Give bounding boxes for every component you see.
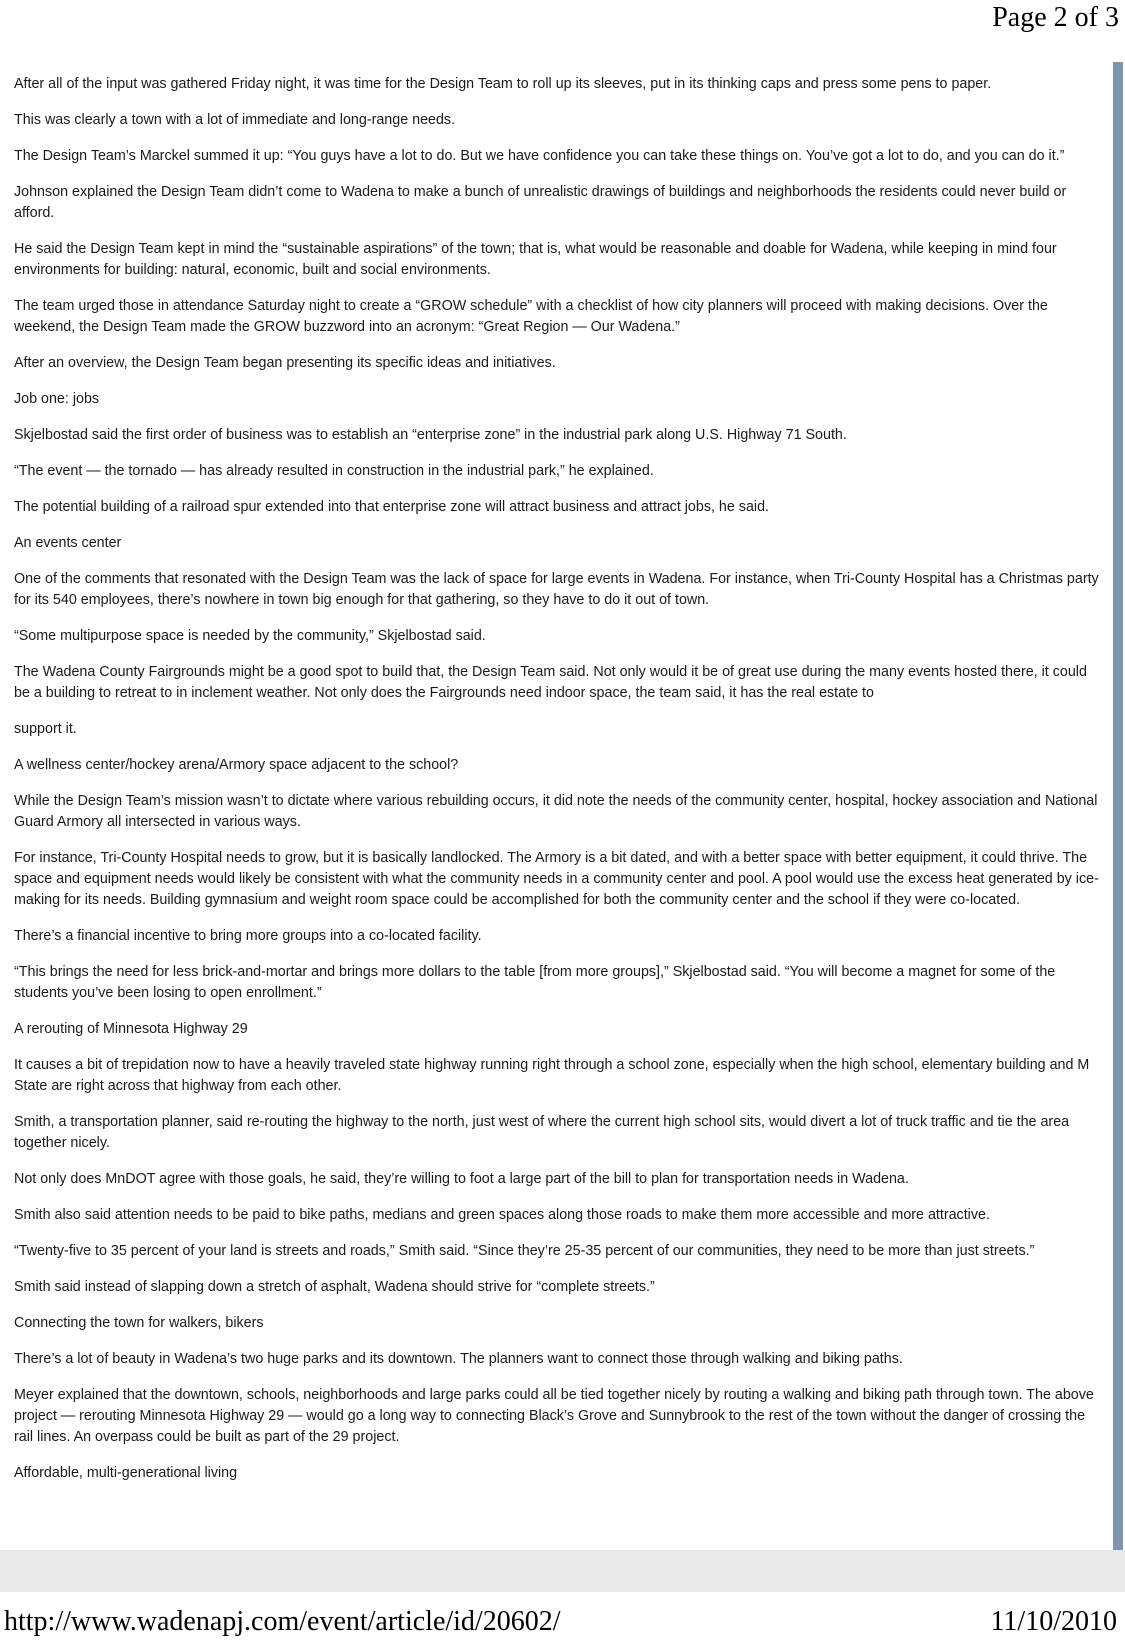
paragraph: “This brings the need for less brick-and-mortar and brings more dollars to the table [from more groups],” Skjelbostad said. “You will become a magnet for some of the students you’ve been losing to open enrollment.” — [14, 964, 1056, 1001]
section-heading-wellness-center: A wellness center/hockey arena/Armory space adjacent to the school? — [14, 757, 459, 773]
paragraph: The team urged those in attendance Saturday night to create a “GROW schedule” with a checklist of how city planners will proceed with making decisions. Over the weekend, the Design Team made the GROW buzzword into an acronym: “Great Region — Our Wadena.” — [14, 298, 1048, 335]
paragraph: It causes a bit of trepidation now to have a heavily traveled state highway running right through a school zone, especially when the high school, elementary building and M State are right across that highway from each other. — [14, 1057, 1090, 1094]
paragraph: After an overview, the Design Team began presenting its specific ideas and initiatives. — [14, 355, 556, 371]
paragraph: This was clearly a town with a lot of immediate and long-range needs. — [14, 112, 456, 128]
paragraph: After all of the input was gathered Friday night, it was time for the Design Team to roll up its sleeves, put in its thinking caps and press some pens to paper. — [14, 76, 992, 92]
paragraph: The potential building of a railroad spur extended into that enterprise zone will attract business and attract jobs, he said. — [14, 499, 770, 515]
paragraph: Johnson explained the Design Team didn’t come to Wadena to make a bunch of unrealistic drawings of buildings and neighborhoods the residents could never build or afford. — [14, 184, 1067, 221]
section-heading-affordable-living: Affordable, multi-generational living — [14, 1465, 238, 1481]
paragraph: Meyer explained that the downtown, schools, neighborhoods and large parks could all be tied together nicely by routing a walking and biking path through town. The above project — rerouting Minnesota Highway 29 — would go a long way to connecting Black’s Grove and Sunnybrook to the rest of the town without the danger of crossing the rail lines. An overpass could be built as part of the 29 project. — [14, 1387, 1094, 1445]
paragraph: Smith, a transportation planner, said re-routing the highway to the north, just west of where the current high school sits, would divert a lot of truck traffic and tie the area together nicely. — [14, 1114, 1070, 1151]
paragraph: Not only does MnDOT agree with those goals, he said, they’re willing to foot a large part of the bill to plan for transportation needs in Wadena. — [14, 1171, 909, 1187]
page-number-label: Page 2 of 3 — [992, 2, 1119, 33]
paragraph: Smith also said attention needs to be paid to bike paths, medians and green spaces along those roads to make them more accessible and more attractive. — [14, 1207, 990, 1223]
paragraph: For instance, Tri-County Hospital needs to grow, but it is basically landlocked. The Armory is a bit dated, and with a better space with better equipment, it could thrive. The space and equipment needs would likely be consistent with what the community needs in a community center and pool. A pool would use the excess heat generated by ice-making for its needs. Building gymnasium and weight room space could be accomplished for both the community center and the school if they were co-located. — [14, 850, 1099, 908]
paragraph: The Wadena County Fairgrounds might be a good spot to build that, the Design Team said. Not only would it be of great use during the many events hosted there, it could be a building to retreat to in inclement weather. Not only does the Fairgrounds need indoor space, the team said, it has the real estate to — [14, 664, 1087, 701]
paragraph: The Design Team’s Marckel summed it up: “You guys have a lot to do. But we have confidence you can take these things on. You’ve got a lot to do, and you can do it.” — [14, 148, 1065, 164]
paragraph: While the Design Team’s mission wasn’t to dictate where various rebuilding occurs, it did note the needs of the community center, hospital, hockey association and National Guard Armory all intersected in various ways. — [14, 793, 1098, 830]
paragraph: “Some multipurpose space is needed by the community,” Skjelbostad said. — [14, 628, 486, 644]
paragraph: There’s a financial incentive to bring more groups into a co-located facility. — [14, 928, 482, 944]
section-heading-events-center: An events center — [14, 535, 122, 551]
footer-url: http://www.wadenapj.com/event/article/id/20602/ — [4, 1606, 561, 1637]
paragraph: “Twenty-five to 35 percent of your land is streets and roads,” Smith said. “Since they’re 25-35 percent of our communities, they need to be more than just streets.” — [14, 1243, 1035, 1259]
paragraph: “The event — the tornado — has already resulted in construction in the industrial park,” he explained. — [14, 463, 654, 479]
footer-date: 11/10/2010 — [990, 1606, 1117, 1637]
section-heading-highway-29: A rerouting of Minnesota Highway 29 — [14, 1021, 248, 1037]
paragraph: He said the Design Team kept in mind the “sustainable aspirations” of the town; that is, what would be reasonable and doable for Wadena, while keeping in mind four environments for building: natural, economic, built and social environments. — [14, 241, 1057, 278]
paragraph: There’s a lot of beauty in Wadena’s two huge parks and its downtown. The planners want to connect those through walking and biking paths. — [14, 1351, 903, 1367]
paragraph: Smith said instead of slapping down a stretch of asphalt, Wadena should strive for “complete streets.” — [14, 1279, 655, 1295]
section-heading-jobs: Job one: jobs — [14, 391, 100, 407]
paragraph: support it. — [14, 721, 77, 737]
scrollbar-track — [1113, 62, 1123, 1550]
bottom-band — [0, 1550, 1125, 1592]
section-heading-walkers-bikers: Connecting the town for walkers, bikers — [14, 1315, 264, 1331]
paragraph: One of the comments that resonated with the Design Team was the lack of space for large events in Wadena. For instance, when Tri-County Hospital has a Christmas party for its 540 employees, there’s nowhere in town big enough for that gathering, so they have to do it out of town. — [14, 571, 1099, 608]
paragraph: Skjelbostad said the first order of business was to establish an “enterprise zone” in the industrial park along U.S. Highway 71 South. — [14, 427, 847, 443]
article-body — [14, 74, 1104, 1499]
